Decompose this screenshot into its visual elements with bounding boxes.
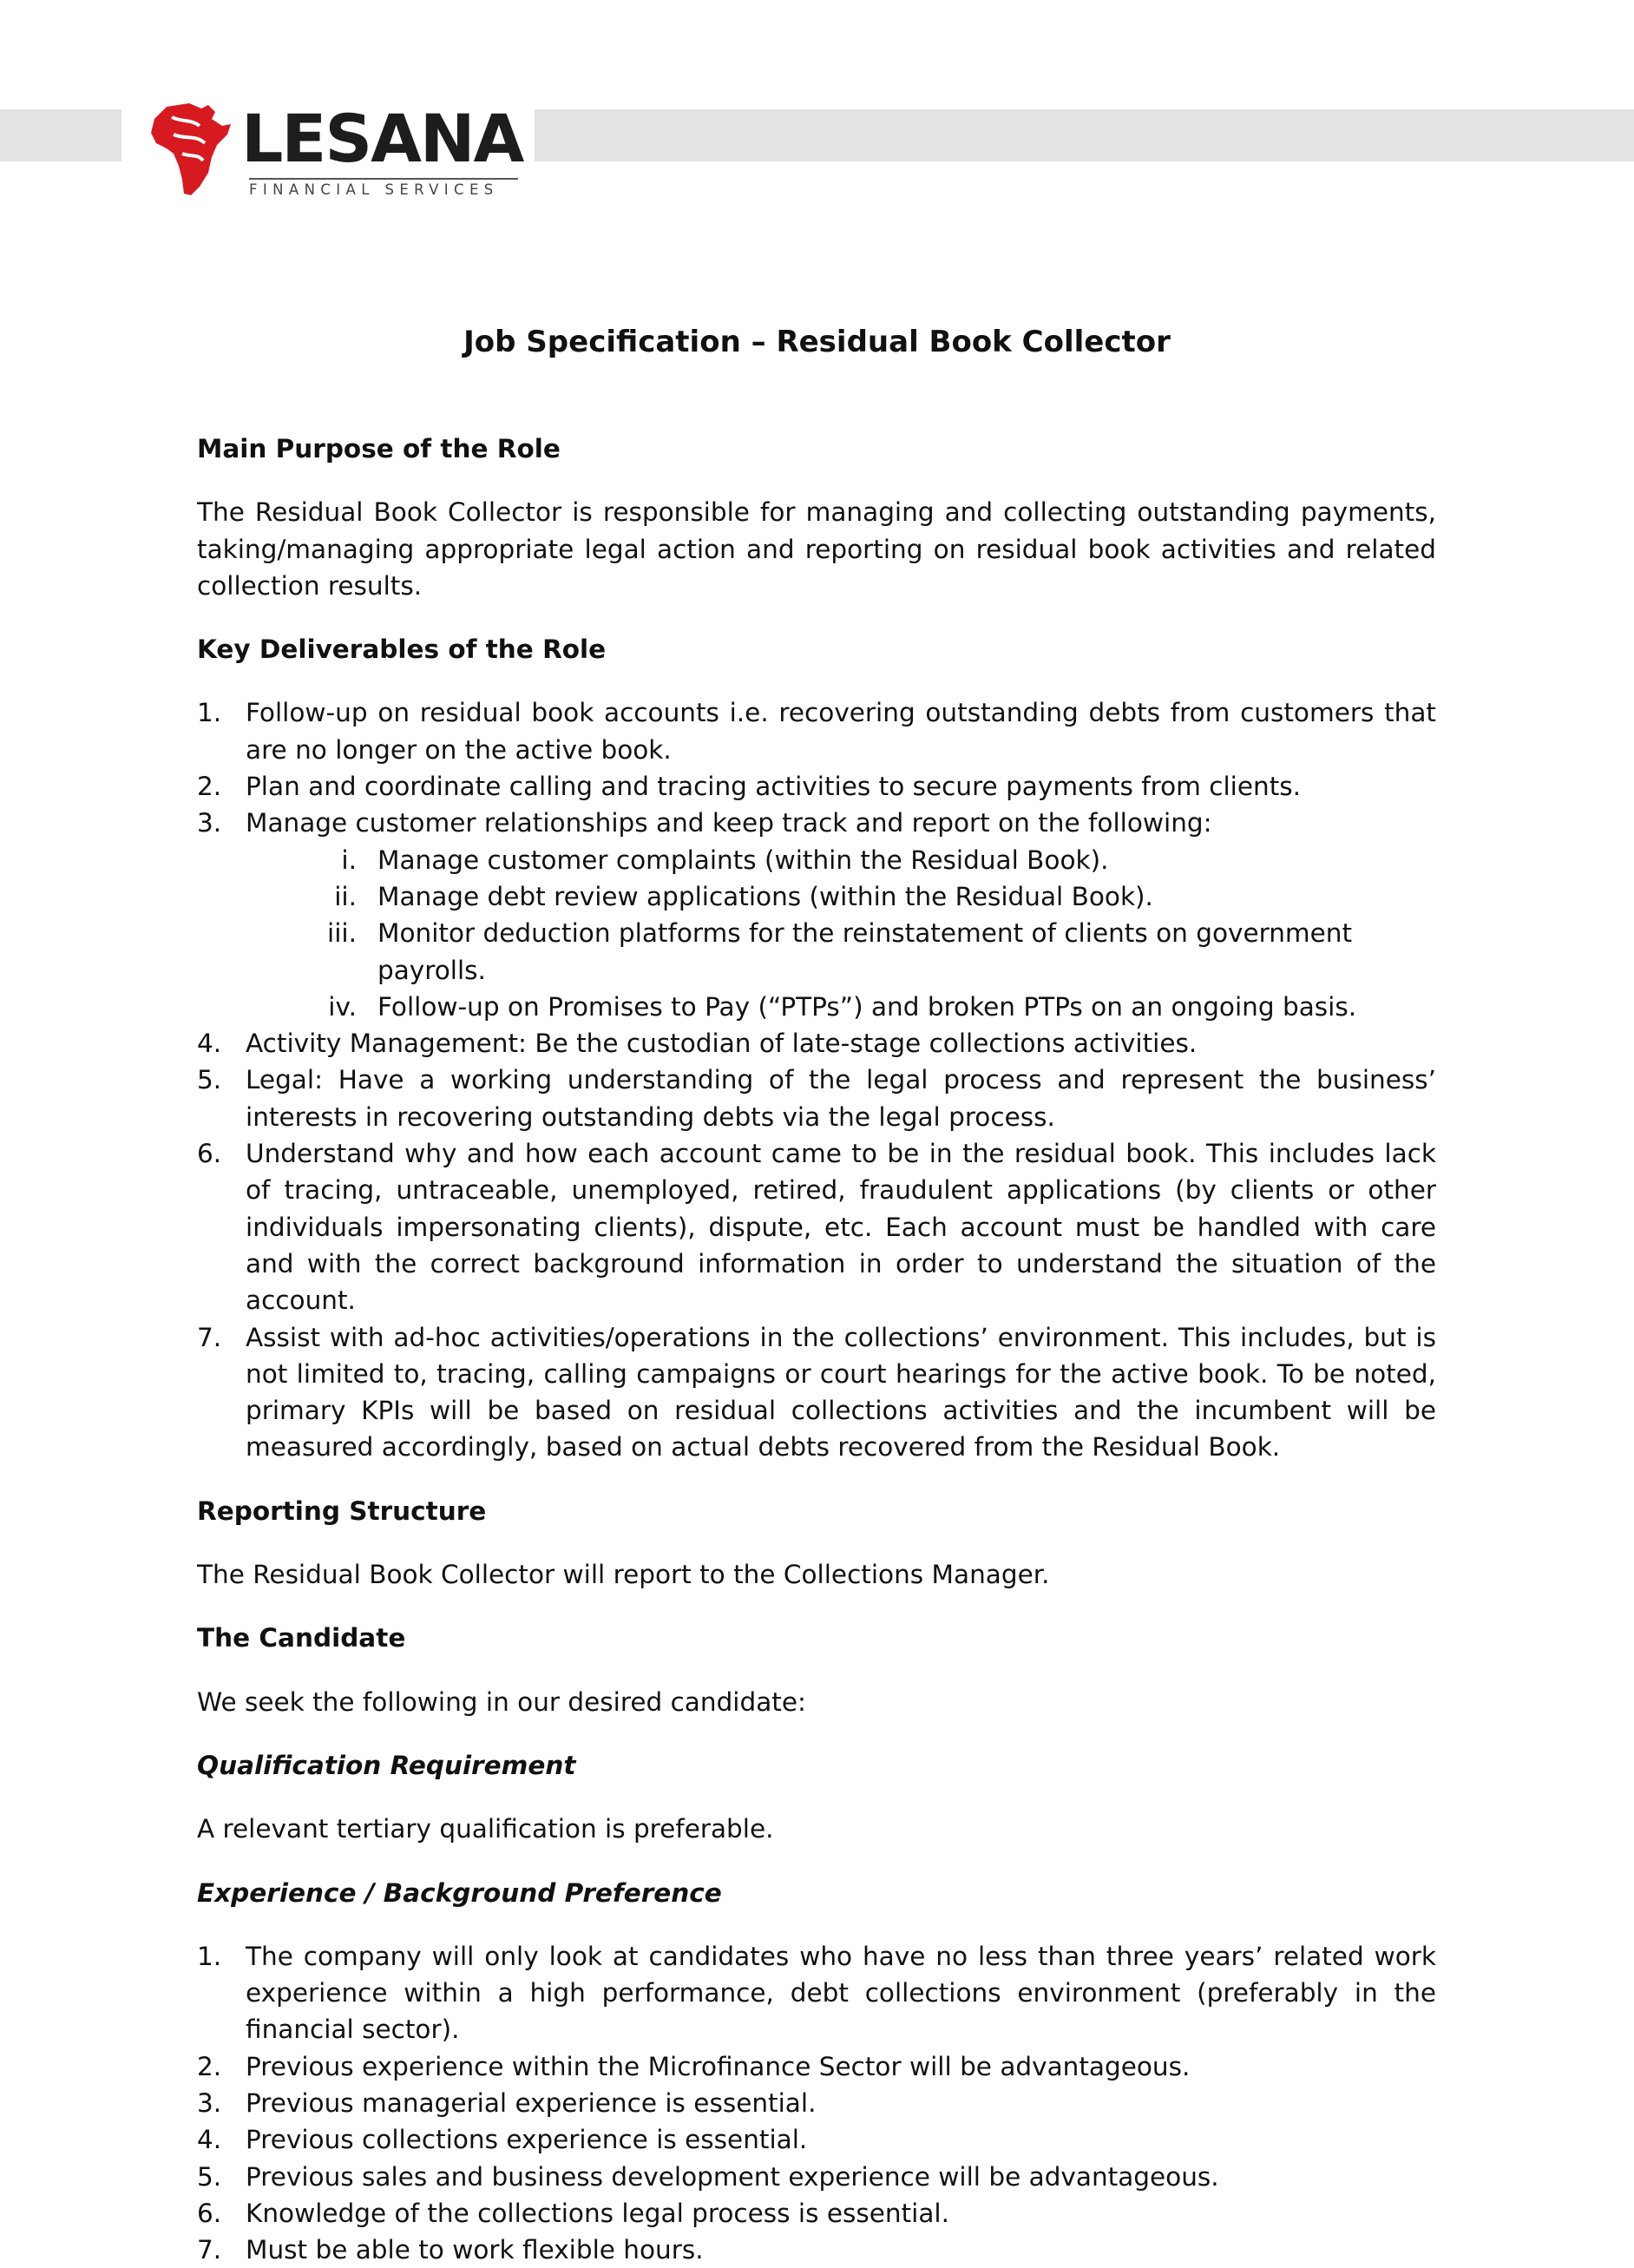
list-item	[197, 805, 1436, 1025]
sublist-item-text: Manage customer complaints (within the Residual Book).	[377, 845, 1109, 875]
document-title: Job Specification – Residual Book Collector	[463, 325, 1171, 359]
experience-list	[197, 1938, 1436, 2268]
list-item-text: Previous sales and business development experience will be advantageous.	[246, 2161, 1219, 2192]
list-item	[197, 2232, 1436, 2268]
list-item-text: Previous managerial experience is essential.	[246, 2087, 817, 2118]
deliverables-heading: Key Deliverables of the Role	[197, 634, 607, 665]
list-number: 7.	[197, 2235, 222, 2265]
sublist-number: ii.	[334, 881, 357, 911]
africa-map-logo-icon	[148, 100, 234, 200]
list-number: 1.	[197, 1941, 222, 1971]
experience-heading: Experience / Background Preference	[197, 1877, 722, 1908]
list-number: 6.	[197, 2198, 222, 2228]
list-item-text: Knowledge of the collections legal process is essential.	[246, 2198, 949, 2228]
list-item	[197, 2085, 1436, 2121]
list-item-text: Legal: Have a working understanding of the legal process and represent the business’ interests in recovering outstanding debts via the legal process.	[246, 1065, 1436, 1132]
list-item-text: Follow-up on residual book accounts i.e. recovering outstanding debts from customers that are no longer on the active book.	[246, 698, 1436, 765]
document-body	[197, 431, 1436, 2268]
qualification-heading: Qualification Requirement	[197, 1750, 576, 1780]
purpose-heading: Main Purpose of the Role	[197, 434, 561, 463]
deliverables-list	[197, 694, 1436, 1465]
list-item	[197, 1938, 1436, 2048]
list-item-text: Previous collections experience is essential.	[246, 2125, 808, 2155]
list-number: 2.	[197, 2051, 222, 2081]
sublist-item-text: Monitor deduction platforms for the reinstatement of clients on government payrolls.	[377, 918, 1353, 985]
list-number: 5.	[197, 2161, 222, 2192]
header-band-left	[0, 109, 121, 161]
sublist-number: i.	[341, 845, 357, 875]
sublist-item	[197, 915, 1436, 989]
reporting-text: The Residual Book Collector will report to the Collections Manager.	[197, 1560, 1050, 1590]
sublist-item	[197, 878, 1436, 915]
logo-tagline: FINANCIAL SERVICES	[249, 178, 518, 198]
reporting-heading: Reporting Structure	[197, 1496, 487, 1526]
list-item-text: Plan and coordinate calling and tracing activities to secure payments from clients.	[246, 772, 1302, 802]
list-item-text: The company will only look at candidates who have no less than three years’ related work experience within a high performance, debt collections environment (preferably in the financial sector).	[246, 1941, 1436, 2045]
candidate-intro: We seek the following in our desired candidate:	[197, 1686, 806, 1717]
list-item	[197, 1025, 1436, 1062]
logo-wordmark: LESANA	[241, 100, 523, 177]
company-logo	[148, 100, 521, 204]
list-item	[197, 2159, 1436, 2195]
list-number: 2.	[197, 772, 222, 802]
sublist-number: iv.	[328, 991, 357, 1022]
list-number: 7.	[197, 1322, 222, 1352]
list-number: 3.	[197, 2087, 222, 2118]
list-number: 4.	[197, 1029, 222, 1059]
list-item-text: Manage customer relationships and keep track and report on the following:	[246, 808, 1212, 838]
list-item	[197, 2195, 1436, 2232]
qualification-text: A relevant tertiary qualification is preferable.	[197, 1814, 774, 1844]
candidate-heading: The Candidate	[197, 1623, 406, 1653]
sublist-item-text: Manage debt review applications (within the Residual Book).	[377, 881, 1153, 911]
list-number: 6.	[197, 1139, 222, 1169]
list-item-text: Must be able to work flexible hours.	[246, 2235, 704, 2265]
list-number: 1.	[197, 698, 222, 728]
sublist-number: iii.	[327, 918, 357, 949]
list-item	[197, 2121, 1436, 2158]
list-item-text: Assist with ad-hoc activities/operations in the collections’ environment. This includes, but is not limited to, tracing, calling campaigns or court hearings for the active book. To be noted, primary KPIs will be based on residual collections activities and the incumbent will be measured accordingly, based on actual debts recovered from the Residual Book.	[246, 1322, 1436, 1463]
list-item-text: Activity Management: Be the custodian of late-stage collections activities.	[246, 1029, 1198, 1059]
list-item	[197, 1319, 1436, 1466]
list-number: 3.	[197, 808, 222, 838]
list-item-text: Previous experience within the Microfinance Sector will be advantageous.	[246, 2051, 1191, 2081]
list-item	[197, 768, 1436, 805]
list-item-text: Understand why and how each account came to be in the residual book. This includes lack of tracing, untraceable, unemployed, retired, fraudulent applications (by clients or other individuals impersonating clients), dispute, etc. Each account must be handled with care and with the correct background information in order to understand the situation of the account.	[246, 1139, 1436, 1316]
list-number: 4.	[197, 2125, 222, 2155]
deliverables-sublist	[246, 842, 1436, 1025]
list-item	[197, 1135, 1436, 1318]
purpose-text: The Residual Book Collector is responsible for managing and collecting outstanding payments, taking/managing appropriate legal action and reporting on residual book activities and related collection results.	[197, 497, 1436, 601]
list-number: 5.	[197, 1065, 222, 1095]
header-band-right	[535, 109, 1634, 161]
list-item	[197, 1062, 1436, 1135]
sublist-item	[197, 989, 1436, 1025]
sublist-item-text: Follow-up on Promises to Pay (“PTPs”) and broken PTPs on an ongoing basis.	[377, 991, 1357, 1022]
list-item	[197, 2048, 1436, 2085]
list-item	[197, 694, 1436, 768]
sublist-item	[197, 842, 1436, 878]
